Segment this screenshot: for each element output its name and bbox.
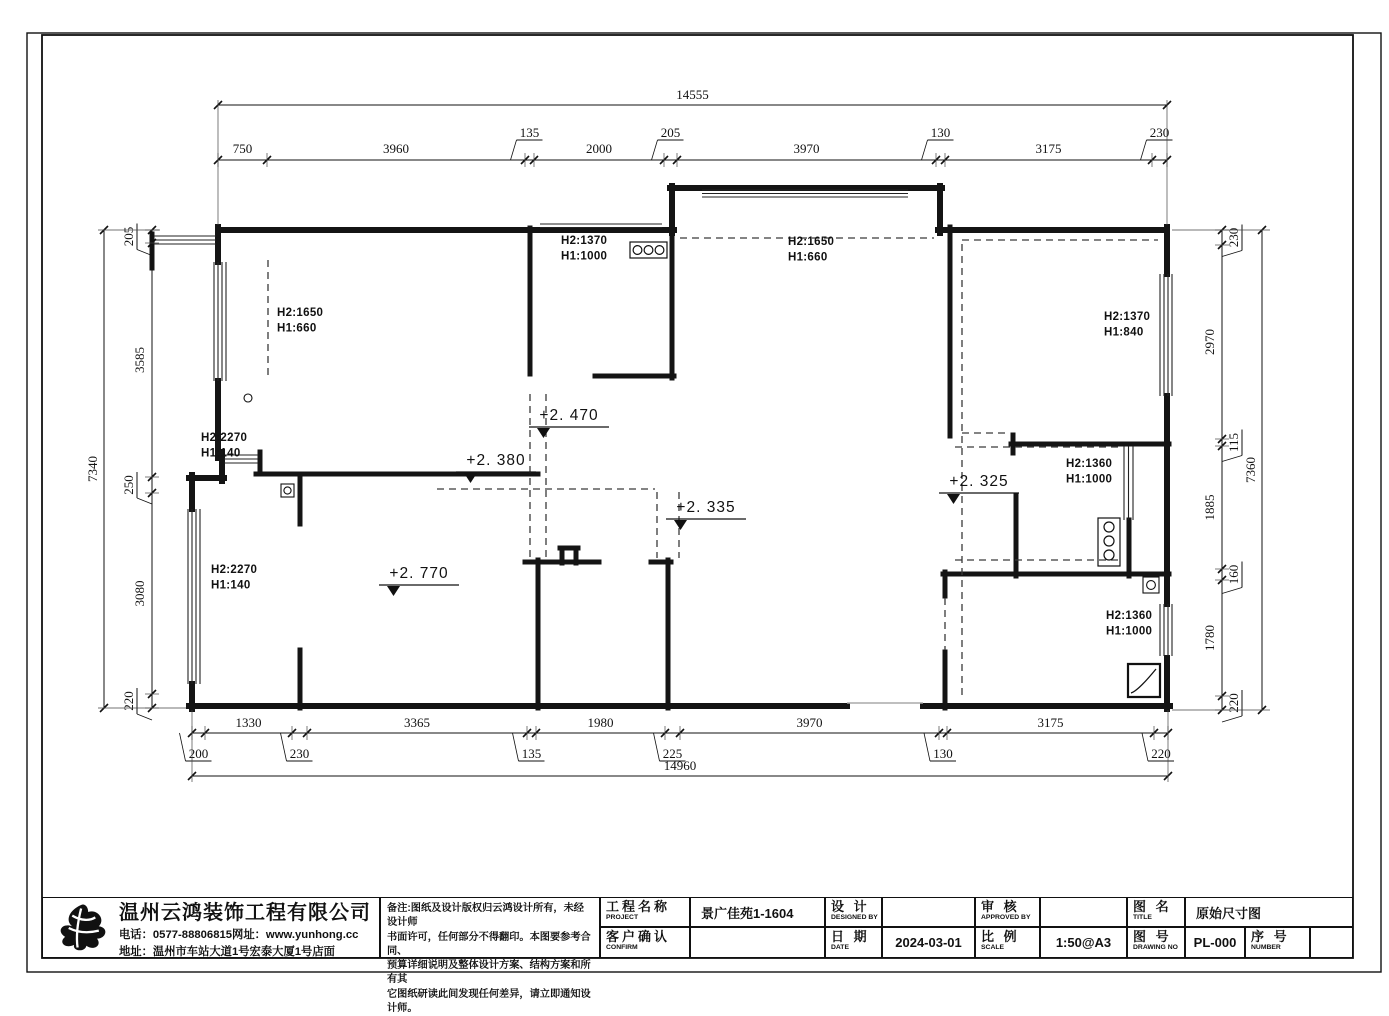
dim-value: 3175 xyxy=(1035,141,1062,156)
dim-leader xyxy=(137,714,152,720)
field-project-value: 景广佳苑1-1604 xyxy=(690,897,825,927)
dim-leader xyxy=(1222,588,1242,594)
field-scale-value: 1:50@A3 xyxy=(1040,927,1127,958)
dim-leader xyxy=(652,140,658,160)
dim-value: 3365 xyxy=(404,715,430,730)
dim-value: 3585 xyxy=(132,347,147,373)
dim-leader xyxy=(1141,140,1147,160)
dim-leader xyxy=(137,498,152,504)
bath-fixture-icon xyxy=(1104,536,1114,546)
dim-value: 3970 xyxy=(796,715,823,730)
dim-value: 1885 xyxy=(1202,494,1217,521)
field-approve-label: 审 核 APPROVED BY xyxy=(975,897,1040,927)
elevation-triangle-icon xyxy=(674,520,687,530)
room-height-label: H2:1360 xyxy=(1066,458,1113,470)
dim-value: 205 xyxy=(121,226,136,247)
field-confirm-label: 客户确认 CONFIRM xyxy=(600,927,690,958)
elevation-value: +2. 335 xyxy=(676,499,736,516)
field-date-label: 日 期 DATE xyxy=(825,927,882,958)
dim-value: 1330 xyxy=(235,715,262,730)
dim-value: 3080 xyxy=(132,580,147,607)
elevation-value: +2. 470 xyxy=(539,407,599,424)
dim-value: 135 xyxy=(519,125,540,140)
dim-value: 130 xyxy=(933,746,953,761)
elevation-value: +2. 770 xyxy=(389,565,449,582)
field-title-value: 原始尺寸图 xyxy=(1185,897,1353,927)
dim-value: 2000 xyxy=(586,141,612,156)
room-height-label: H1:140 xyxy=(211,579,251,592)
room-height-label: H1:140 xyxy=(201,447,241,460)
dim-value: 115 xyxy=(1226,432,1241,453)
field-date-value: 2024-03-01 xyxy=(882,927,975,958)
dim-overall: 7340 xyxy=(85,456,100,482)
company-cell xyxy=(42,897,380,958)
dim-value: 2970 xyxy=(1202,329,1217,355)
door-pivot-box xyxy=(1143,577,1159,593)
notes-line: 书面许可，任何部分不得翻印。本图要参考合同、 xyxy=(387,931,591,957)
outer-walls xyxy=(189,186,1170,709)
dim-value: 1980 xyxy=(587,715,614,730)
dim-value: 230 xyxy=(289,746,310,761)
field-number-label: 序 号 NUMBER xyxy=(1245,927,1310,958)
room-height-label: H1:1000 xyxy=(1066,473,1113,486)
room-height-label: H2:2270 xyxy=(211,564,258,576)
notes-line: 备注:图纸及设计版权归云鸿设计所有，未经设计师 xyxy=(387,903,584,929)
dim-value: 205 xyxy=(660,125,681,140)
field-scale-label: 比 例 SCALE xyxy=(975,927,1040,958)
field-confirm-value xyxy=(690,927,825,958)
dim-leader xyxy=(281,733,287,761)
title-block xyxy=(42,897,1353,1014)
dim-leader xyxy=(924,733,930,761)
elevation-value: +2. 325 xyxy=(949,473,1009,490)
room-height-label: H2:1650 xyxy=(277,307,324,319)
door-pivot-icon xyxy=(284,487,291,494)
stove-burner-icon xyxy=(655,246,664,255)
dim-value: 250 xyxy=(121,475,136,495)
dim-value: 3960 xyxy=(383,141,409,156)
elevation-triangle-icon xyxy=(387,586,400,596)
company-logo-icon xyxy=(51,903,113,953)
field-drawingno-label: 图 号 DRAWING NO xyxy=(1127,927,1185,958)
sheet-inner-border xyxy=(42,35,1353,958)
dim-leader xyxy=(180,733,186,761)
field-project-label: 工程名称 PROJECT xyxy=(600,897,690,927)
company-phone: 电话：0577-88806815网址：www.yunhong.cc xyxy=(119,929,359,941)
room-height-label: H2:1370 xyxy=(561,235,608,247)
stove-burner-icon xyxy=(644,246,653,255)
notes-cell xyxy=(380,897,600,1014)
company-name: 温州云鸿装饰工程有限公司 xyxy=(119,902,371,924)
dim-leader xyxy=(1222,251,1242,257)
dim-leader xyxy=(654,733,660,761)
dim-value: 750 xyxy=(232,141,253,156)
bath-fixture-icon xyxy=(1104,522,1114,532)
dim-leader xyxy=(1222,716,1242,722)
room-height-label: H2:1650 xyxy=(788,236,835,248)
bath-fixture-icon xyxy=(1104,550,1114,560)
dim-leader xyxy=(922,140,928,160)
room-height-label: H2:1360 xyxy=(1106,610,1153,622)
field-design-label: 设 计 DESIGNED BY xyxy=(825,897,882,927)
company-address: 地址：温州市车站大道1号宏泰大厦1号店面 xyxy=(119,946,335,958)
stove-fixture xyxy=(630,242,667,258)
dim-overall: 14960 xyxy=(663,758,697,773)
stove-burner-icon xyxy=(633,246,642,255)
dim-leader xyxy=(1222,456,1242,462)
dim-value: 160 xyxy=(1226,564,1241,585)
field-number-value xyxy=(1310,927,1353,958)
door-pivot-icon xyxy=(1147,581,1156,590)
bath-fixture xyxy=(1098,518,1120,566)
dim-value: 135 xyxy=(521,746,542,761)
field-design-value xyxy=(882,897,975,927)
dim-value: 230 xyxy=(1226,227,1241,248)
dim-overall: 7360 xyxy=(1243,457,1258,483)
dim-leader xyxy=(513,733,519,761)
interior-walls xyxy=(152,227,1169,708)
elevation-value: +2. 380 xyxy=(466,452,526,469)
dim-value: 220 xyxy=(1151,746,1171,761)
room-height-label: H1:660 xyxy=(277,322,317,335)
elevation-triangle-icon xyxy=(947,494,960,504)
room-height-label: H1:660 xyxy=(788,251,828,264)
dim-value: 3175 xyxy=(1037,715,1064,730)
dim-value: 220 xyxy=(1226,693,1241,713)
field-drawingno-value: PL-000 xyxy=(1185,927,1245,958)
room-height-label: H1:1000 xyxy=(561,250,608,263)
elevation-triangle-icon xyxy=(464,473,477,483)
dim-value: 225 xyxy=(662,746,683,761)
dim-value: 230 xyxy=(1149,125,1170,140)
notes-line: 它图纸研读此间发现任何差异，请立即通知设计师。 xyxy=(387,988,591,1014)
room-height-label: H1:840 xyxy=(1104,326,1144,339)
notes-line: 预算详细说明及整体设计方案、结构方案和所有其 xyxy=(387,960,591,986)
dim-overall: 14555 xyxy=(676,87,709,102)
elevation-triangle-icon xyxy=(537,428,550,438)
room-height-label: H2:2270 xyxy=(201,432,248,444)
dim-leader xyxy=(511,140,517,160)
door-pivot-box xyxy=(281,484,294,497)
shower-pan-diagonal xyxy=(1131,669,1156,693)
door-pivot-icon xyxy=(244,394,252,402)
room-height-label: H2:1370 xyxy=(1104,311,1151,323)
field-title-label: 图 名 TITLE xyxy=(1127,897,1185,927)
dim-value: 1780 xyxy=(1202,625,1217,651)
dim-value: 130 xyxy=(930,125,951,140)
room-height-label: H1:1000 xyxy=(1106,625,1153,638)
dim-leader xyxy=(1142,733,1148,761)
dim-value: 200 xyxy=(188,746,209,761)
field-approve-value xyxy=(1040,897,1127,927)
dim-value: 3970 xyxy=(793,141,820,156)
dim-value: 220 xyxy=(121,691,136,711)
